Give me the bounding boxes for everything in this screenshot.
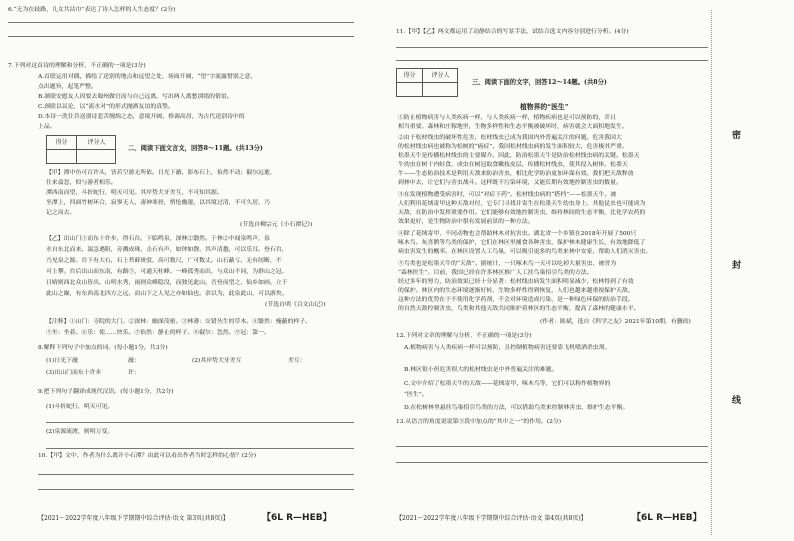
passage-yi-line: 水自东北而来，湍急遇阻，旁溅成珠，击石有声，如钟如磬。其声清越，可以乐耳。登石台， — [46, 247, 288, 253]
paragraph-2: ②由于松材线虫的破坏性危害，松材线虫已成为我国内外普遍关注的问题。危害我国大 — [398, 135, 622, 141]
score-cell — [397, 83, 423, 97]
paragraph-4: ④除了花绒寄甲，不同动物也会帮助林木对抗害虫。湖北省一个乡镇在2018年开展了500只 — [398, 231, 637, 237]
passage-yi-line: 可上攀。台后出山而东南，有路⑤，可通天柱峰。一峰孤秀而出，与众山不同，为群山之冠。 — [46, 269, 288, 275]
score-box — [396, 68, 458, 97]
answer-line — [8, 36, 354, 37]
edition-tag: 【6L R—HEB】 — [632, 513, 702, 523]
passage-jia-source: (节选自柳宗元《小石潭记》) — [240, 222, 313, 228]
q8-blank-3: 许： — [128, 370, 140, 376]
option-12d: D.在松树林里悬挂鸟巢招引鸟类的方法，可以借助鸟类来控制林害虫，维护生态平衡。 — [404, 405, 629, 411]
option-7a: A.首联运用对偶，描绘了送别的地点和远望之处，场面开阔，“望”字流露惜别之意， — [38, 74, 257, 80]
answer-line — [46, 422, 354, 423]
q9-item-1: (1)斗折蛇行，明灭可见。 — [46, 404, 114, 410]
passage-jia-line: 潭西南而望，斗折蛇行，明灭可见。其岸势犬牙差互，不可知其源。 — [46, 190, 223, 196]
passage-yi-line: 乃见泉之源。台下有大石，石上苔藓斑驳，高可数尺，广可数丈。山石蔽亏，无有间断，不 — [46, 258, 282, 264]
option-12b: B.林区很小但危害很大的松材线虫是中外普遍关注的难题。 — [404, 367, 558, 373]
question-7: 7.下列对这首诗的理解和分析，不正确的一项是(3分) — [8, 63, 146, 69]
option-7a-cont: 点出题旨，起笔严整。 — [38, 84, 97, 90]
paragraph-5-line: 经过多年的努力，防治效果已经十分显著：松材线虫病发生面积明显减少，松林得到了有效 — [398, 279, 634, 285]
passage-jia-line: 往来翕忽，似与游者相乐。 — [46, 180, 117, 186]
question-8: 8.解释下列句子中加点的词。(每小题1分，共3分) — [38, 345, 168, 351]
answer-line — [396, 446, 708, 447]
answer-line — [38, 489, 354, 490]
paragraph-2-line: 牛——生态防治技术是利用天敌来防治害虫，相比化学防治更加环保有效。我们把天敌释放 — [398, 171, 634, 177]
paragraph-2-line: 到林中去，让它们与害虫战斗。这样既不污染环境，又能长期有效地控制害虫的数量。 — [398, 180, 622, 186]
answer-line — [46, 448, 354, 449]
seal-char-1: 密 — [732, 131, 742, 141]
q8-blank-2: 差互： — [288, 358, 306, 364]
answer-line — [396, 60, 708, 61]
paragraph-2-line: 牛幼虫在树干内蛀食，成虫在树冠取食嫩枝皮层，传播松材线虫，使其侵入树体。松墨天 — [398, 162, 628, 168]
q9-item-2: (2)泉源流渡，则明万变。 — [46, 429, 114, 435]
option-12c-cont: “医生”。 — [404, 392, 428, 398]
paragraph-3-line: 人们利用花绒寄甲这种天敌对付，它专门寻找并寄生在松墨天牛幼虫身上。其他昆虫也可能成为 — [398, 201, 646, 207]
paragraph-5-line: 的自然天敌控制害虫，鸟类和其他天敌共同维护着林区的生态平衡，提高了森林的健康水平。 — [398, 306, 640, 312]
seal-char-3: 线 — [732, 396, 742, 406]
question-9: 9.把下列句子翻译成现代汉语。(每小题1分，共2分) — [38, 389, 174, 395]
right-page — [392, 0, 718, 541]
question-6: 6.“无为在歧路，儿女共沾巾”表达了诗人怎样的人生态度？(2分) — [8, 7, 176, 13]
article-title: 植物界的“医生” — [520, 103, 569, 111]
passage-jia-line: 记之而去。 — [46, 210, 76, 216]
paragraph-4-line: 病虫害发生的概率。在林区设置人工鸟巢，可以吸引更多的鸟类来林中安家，帮助人们消灭害虫。 — [398, 249, 652, 255]
paragraph-3-line: 效果更好，是生物防治中很有发展前景的一种方法。 — [398, 219, 534, 225]
left-page — [0, 0, 380, 541]
edition-tag: 【6L R—HEB】 — [262, 513, 332, 523]
option-7b: B.颔联安慰友人因要去蜀州做官而与自己远离，写出两人离愁别绪的情谊。 — [38, 94, 233, 100]
passage-yi-source: (节选自明《百文山记》) — [265, 302, 326, 308]
score-box — [46, 135, 116, 164]
grader-label: 评分人 — [77, 136, 116, 150]
score-label: 得分 — [397, 69, 423, 83]
option-7d: D.本诗一洗往昔送别诗悲苦缠绵之态，意境开阔，格调高昂，为古代送别诗中的 — [38, 114, 245, 120]
page-footer: 【2021～2022学年度八年级下学期期中综合评估·语文 第4页(共8页)】 — [396, 515, 587, 522]
passage-jia: 【甲】潭中鱼可百许头，皆若空游无所依。日光下澈，影布石上，佁然不动；俶尔远逝， — [46, 170, 276, 176]
passage-yi-line: 此山之巅，有东西南北四方之远，而山下之人见之亦如仙也。余以为，此泉此山，可以游矣。 — [46, 291, 288, 297]
passage-yi-line: 日晴则西北众山皆出，山明水秀，雨则众峰隐没，而独见此山。吾登而望之，仙乡如画。立于 — [46, 280, 288, 286]
score-label: 得分 — [47, 136, 77, 150]
page-footer: 【2021～2022学年度八年级下学期期中综合评估·语文 第3页(共8页)】 — [38, 515, 229, 522]
paragraph-4-line: 啄木鸟、灰喜鹊等鸟类的保护，它们在林区里捕食各种害虫，保护林木健康生长，有效地降低了 — [398, 240, 646, 246]
paragraph-5-line: 这种方法的优势在于不使用化学药剂，不会对环境造成污染，是一种绿色环保的防治手段。 — [398, 297, 634, 303]
paragraph-1-line: 相当重要。森林和庄稼地里，生物多样性和生态平衡被破坏时，病害就会大面积地发生。 — [398, 124, 628, 130]
q8-blank-1: 澈： — [128, 358, 140, 364]
option-7d-cont: 上品。 — [38, 124, 56, 130]
question-12: 12.下列对文章的理解与分析，不正确的一项是(3分) — [396, 333, 532, 339]
q8-item-1: (1)日光下澈 — [46, 358, 78, 364]
q8-item-3: (3)出山门而东十许步 — [46, 370, 102, 376]
option-12c: C.文中介绍了松墨天牛的天敌——花绒寄甲、啄木鸟等，它们可以称作植物界的 — [404, 381, 611, 387]
question-11: 11.【甲】【乙】两文都运用了动静结合的写景手法，试结合选文内容分别进行分析。(4分) — [396, 29, 629, 35]
passage-yi: 【乙】出山门①而东十许步，得石台。下临鸣泉，深林②翳然。于林②中闻泉鸣声，泉 — [46, 236, 270, 242]
q8-item-2: (2)其岸势犬牙差互 — [192, 358, 242, 364]
question-13: 13.从语言的角度说说第③段中加点的“其中之一”的作用。(2分) — [396, 419, 562, 425]
annotations-cont: ⑤坐：坐着。⑥乐：使……快乐。⑦佁然：静止的样子。⑧俶尔：忽然。⑨冠：第一。 — [46, 330, 270, 336]
option-7c: C.颈联以议论，以“流水对”的形式抛洒友谊的真挚。 — [38, 104, 174, 110]
section-2-title: 二、阅读下面文言文，回答8～11题。(共13分) — [128, 145, 263, 152]
section-3-title: 三、阅读下面的文字，回答12～14题。(共8分) — [472, 79, 607, 86]
passage-jia-line: 坐潭上，四面竹树环合，寂寥无人，凄神寒骨，悄怆幽邃。以其境过清，不可久居，乃 — [46, 200, 270, 206]
answer-line — [38, 474, 354, 475]
answer-line — [396, 462, 708, 463]
option-12a: A.植物病害与人类疾病一样可以预防，且控制植物病害还要靠飞机喷洒杀虫剂。 — [404, 345, 611, 351]
seal-char-2: 封 — [732, 261, 742, 271]
paragraph-2-line: 松墨天牛是传播松材线虫的主要媒介。因此，防治松墨天牛是防治松材线虫病的关键。松墨天 — [398, 153, 640, 159]
answer-line — [396, 47, 708, 48]
annotations: 【注释】①山门：寺院的大门。②深林：幽深茂密。③林薄：交错丛生的草木。④翳然：掩蔽的样子。 — [46, 319, 312, 325]
question-10: 10.【甲】文中，作者为什么离开小石潭？由此可以看出作者当时怎样的心情？(2分) — [38, 453, 256, 459]
paragraph-5-line: “森林医生”。目前，我国已经在许多林区推广人工挂鸟巢招引鸟类的方法。 — [398, 270, 593, 276]
article-source: (作者：陈斌，选自《科学之友》2021年第10期，有删改) — [540, 319, 691, 325]
paragraph-3-line: 天敌，在防治中发挥重要作用。它们能够有效地控制害虫，维持林间的生态平衡，比化学农药的 — [398, 210, 646, 216]
binding-gutter — [722, 0, 794, 541]
paragraph-1: ①防止植物病害与人类疾病一样，与人类疾病一样，植物疾病也是可以预防的，并且 — [398, 115, 616, 121]
seal-line — [711, 10, 712, 535]
paragraph-2-line: 的松材线虫病也被称为松树的“癌症”，我国松材线虫病的发生面积较大，危害极其严重。 — [398, 144, 628, 150]
paragraph-5-line: 的保护。林区内的生态环境逐渐好转，生物多样性得到恢复，人们也越来越重视保护天敌。 — [398, 288, 634, 294]
grader-label: 评分人 — [423, 69, 458, 83]
paragraph-5: ⑤鸟类也是松墨天牛的“天敌”。据统计，一只啄木鸟一天可以吃掉大量害虫，被誉为 — [398, 261, 617, 267]
answer-line — [8, 22, 354, 23]
score-cell — [47, 150, 77, 164]
paragraph-3: ③在发现植物遭受病害时，可以“对症下药”。松材线虫病的“搭档”——松墨天牛，被 — [398, 192, 617, 198]
